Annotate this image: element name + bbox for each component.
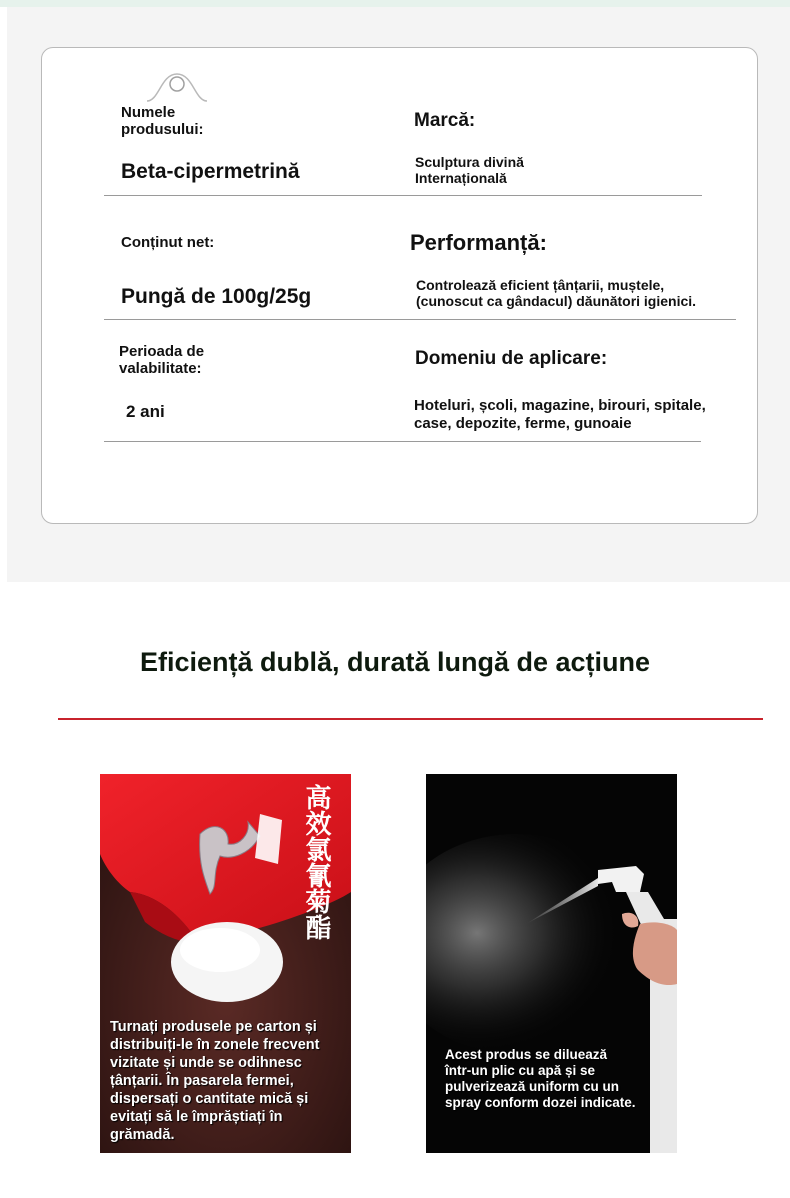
performance-label: Performanță: <box>410 230 547 255</box>
performance-value-line1: Controlează eficient țânțarii, muștele, <box>416 277 665 293</box>
top-strip <box>0 0 790 7</box>
caption-line: Turnați produsele pe carton și <box>110 1019 317 1035</box>
spec-card <box>41 47 758 524</box>
section-headline: Eficiență dublă, durată lungă de acțiune <box>139 647 651 677</box>
caption-line: vizitate și unde se odihnesc <box>110 1055 302 1071</box>
scope-value-line2: case, depozite, ferme, gunoaie <box>414 415 632 432</box>
divider-row3 <box>104 441 701 442</box>
product-name-value: Beta-cipermetrină <box>121 160 300 183</box>
performance-value-line2: (cunoscut ca gândacul) dăunători igienici. <box>416 293 697 309</box>
brand-value <box>415 154 524 186</box>
pour-caption <box>110 1018 350 1144</box>
caption-line: pulverizează uniform cu un <box>445 1079 620 1094</box>
product-name-label: Numele produsului: <box>121 104 204 138</box>
scope-value-line1: Hoteluri, școli, magazine, birouri, spitale, <box>414 397 706 414</box>
caption-line: țânțarii. În pasarela fermei, <box>110 1073 294 1089</box>
scope-label: Domeniu de aplicare: <box>415 348 608 369</box>
caption-line: distribuiți-le în zonele frecvent <box>110 1037 320 1053</box>
divider-row1 <box>104 195 702 196</box>
shelf-life-label-line1: Perioada de <box>119 343 205 360</box>
usage-photo-spray <box>426 774 677 1153</box>
divider-row2 <box>104 319 736 320</box>
shelf-life-label <box>119 343 204 377</box>
performance-value <box>416 277 746 309</box>
caption-line: dispersați o cantitate mică și <box>110 1091 309 1107</box>
caption-line: grămadă. <box>110 1127 175 1143</box>
hanger-hole-icon <box>147 70 207 102</box>
brand-value-line1: Sculptura divină <box>415 154 524 170</box>
brand-value-line2: Internațională <box>415 170 507 186</box>
net-content-label: Conținut net: <box>121 234 215 251</box>
shelf-life-value: 2 ani <box>126 402 165 421</box>
brand-label: Marcă: <box>414 110 476 131</box>
caption-line: într-un plic cu apă și se <box>445 1063 596 1078</box>
usage-photo-pour <box>100 774 351 1153</box>
caption-line: spray conform dozei indicate. <box>445 1095 636 1110</box>
net-content-value: Pungă de 100g/25g <box>121 285 312 308</box>
spray-caption <box>445 1047 675 1111</box>
scope-value <box>414 397 759 433</box>
caption-line: Acest produs se diluează <box>445 1047 608 1062</box>
headline-underline <box>58 718 763 720</box>
caption-line: evitați să le împrăștiați în <box>110 1109 283 1125</box>
package-chinese-text: 高效氯氰菊酯 <box>301 784 331 940</box>
shelf-life-label-line2: valabilitate: <box>119 360 202 377</box>
